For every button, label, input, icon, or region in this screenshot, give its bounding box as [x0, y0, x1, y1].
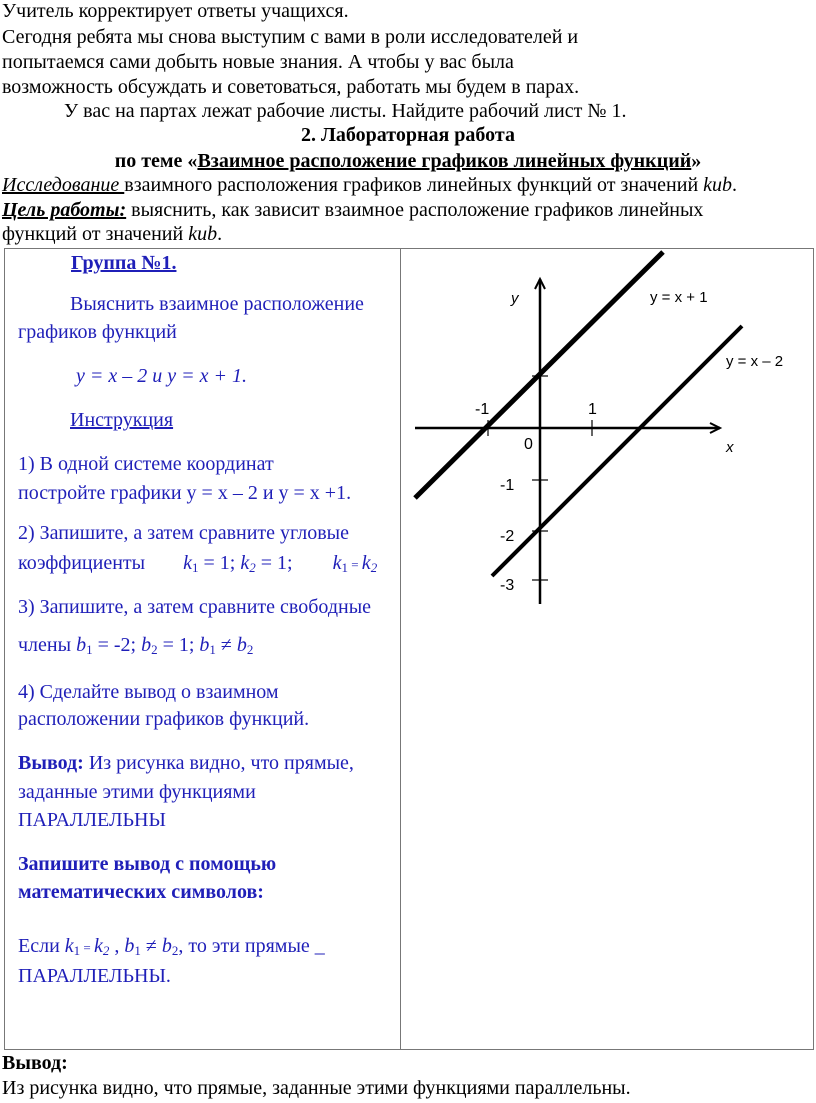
tick-label-x-neg1: -1	[475, 401, 490, 418]
step-1-line-2: постройте графики y = x – 2 и y = x +1.	[18, 482, 352, 504]
final-statement-line-1: Если $k_1 = k_2$ , $b_1 \ne b_2$, то эти прямые _	[18, 935, 325, 958]
tick-label-x-pos1: 1	[588, 401, 597, 418]
tick-label-y-neg3: -3	[500, 577, 515, 594]
step-3-line-2: члены $b_1 = -2$; $b_2 = 1$; $b_1 \ne b_2$	[18, 634, 254, 657]
symbols-prompt-2: математических символов:	[18, 881, 264, 903]
task-functions: y = x – 2 и y = x + 1.	[76, 365, 247, 387]
intro-line-2: Сегодня ребята мы снова выступим с вами в роли исследователей и	[2, 26, 579, 48]
task-conclusion-line-2: заданные этими функциями	[18, 781, 256, 803]
intro-line-4: возможность обсуждать и советоваться, работать мы будем в парах.	[2, 76, 580, 98]
task-conclusion-line-1: Вывод: Из рисунка видно, что прямые,	[18, 752, 354, 774]
step-1-line-1: 1) В одной системе координат	[18, 453, 274, 475]
step-4-line-2: расположении графиков функций.	[18, 708, 310, 730]
research-line: Исследование взаимного расположения графиков линейных функций от значений kиb.	[2, 174, 738, 196]
final-statement-line-2: ПАРАЛЛЕЛЬНЫ.	[18, 965, 171, 987]
step-4-line-1: 4) Сделайте вывод о взаимном	[18, 681, 279, 703]
intro-line-1: Учитель корректирует ответы учащихся.	[2, 0, 349, 22]
y-axis-label: y	[511, 290, 519, 307]
footer-label: Вывод:	[2, 1052, 68, 1074]
footer-text: Из рисунка видно, что прямые, заданные этими функциями параллельны.	[2, 1077, 631, 1099]
step-2-line-1: 2) Запишите, а затем сравните угловые	[18, 522, 349, 544]
step-2-line-2: коэффициенты $k_1 = 1$; $k_2 = 1$; $k_1 = k_2$	[18, 552, 378, 575]
step-3-line-1: 3) Запишите, а затем сравните свободные	[18, 596, 372, 618]
lab-topic: по теме «Взаимное расположение графиков линейных функций»	[114, 150, 702, 172]
intro-line-3: попытаемся сами добыть новые знания. А чтобы у вас была	[2, 51, 514, 73]
intro-line-5: У вас на партах лежат рабочие листы. Найдите рабочий лист № 1.	[64, 100, 627, 122]
line1-label: y = x + 1	[650, 289, 708, 306]
line2-label: y = x – 2	[726, 353, 784, 370]
task-intro-2: графиков функций	[18, 321, 177, 343]
x-axis-label: x	[726, 439, 734, 456]
task-intro-1: Выяснить взаимное расположение	[70, 293, 364, 315]
goal-line-2: функций от значений kиb.	[2, 223, 223, 245]
origin-label: 0	[524, 436, 533, 453]
instruction-heading: Инструкция	[70, 409, 174, 431]
tick-label-y-neg1: -1	[500, 477, 515, 494]
goal-line: Цель работы: выяснить, как зависит взаимное расположение графиков линейных	[2, 199, 704, 221]
lab-title: 2. Лабораторная работа	[301, 124, 515, 146]
symbols-prompt-1: Запишите вывод с помощью	[18, 853, 277, 875]
task-conclusion-line-3: ПАРАЛЛЕЛЬНЫ	[18, 809, 166, 831]
tick-label-y-neg2: -2	[500, 528, 515, 545]
group-title: Группа №1.	[71, 252, 177, 274]
